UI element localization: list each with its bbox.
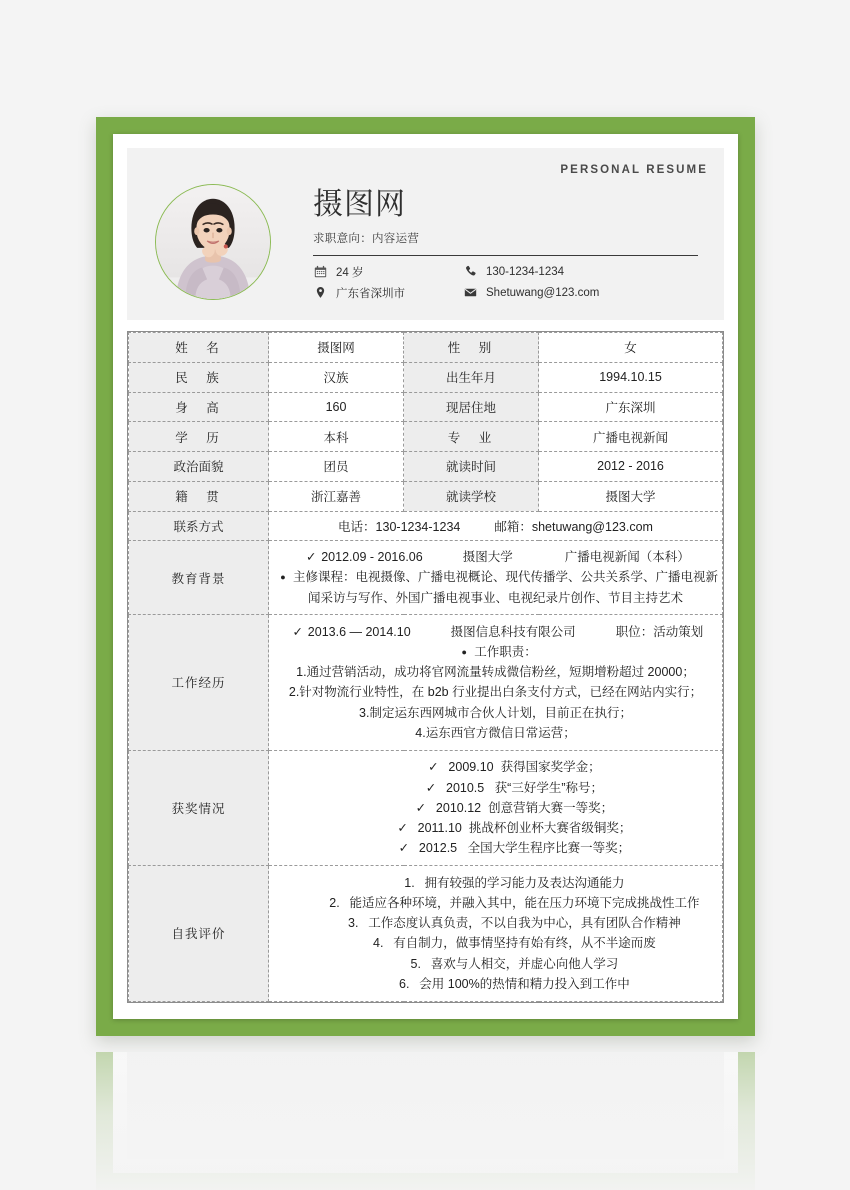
list-item <box>273 798 718 818</box>
header-text-block <box>313 188 708 301</box>
section-label-evaluation: 自我评价 <box>129 865 269 1001</box>
work-position: 职位：活动策划 <box>615 624 704 639</box>
list-number: 3. <box>348 916 359 931</box>
list-item <box>273 778 718 798</box>
list-item: 2.针对物流行业特性，在 b2b 行业提出白条支付方式，已经在网站内实行； <box>288 685 703 700</box>
resume-green-frame <box>96 117 755 1036</box>
table-row <box>129 392 723 422</box>
avatar-photo <box>156 185 270 299</box>
table-row <box>129 362 723 392</box>
education-courses-text: 主修课程：电视摄像、广播电视概论、现代传播学、公共关系学、广播电视新闻采访与写作、外国广播电视事业、电视纪录片创作、节目主持艺术 <box>293 570 719 605</box>
list-number: 4. <box>373 936 384 951</box>
field-value-name: 摄图网 <box>269 333 404 363</box>
list-item <box>273 818 718 838</box>
field-value-hometown: 浙江嘉善 <box>269 481 404 511</box>
list-item <box>273 873 718 893</box>
award-date: 2009.10 <box>448 760 494 775</box>
resume-table-container <box>127 331 724 1003</box>
resume-table <box>128 332 723 1002</box>
field-value-study-period: 2012 - 2016 <box>539 452 723 482</box>
field-value-contact <box>269 511 723 541</box>
resume-card <box>113 134 738 1019</box>
list-text: 能适应各种环境，并融入其中，能在压力环境下完成挑战性工作 <box>349 895 700 910</box>
education-courses <box>273 567 718 608</box>
field-label-hometown: 籍 贯 <box>129 481 269 511</box>
list-number: 6. <box>399 976 410 991</box>
field-value-gender: 女 <box>539 333 723 363</box>
field-label-residence: 现居住地 <box>404 392 539 422</box>
work-duties-label <box>273 642 718 662</box>
field-value-education-level: 本科 <box>269 422 404 452</box>
page-title: PERSONAL RESUME <box>560 164 708 176</box>
contact-list <box>313 264 698 301</box>
list-number: 5. <box>410 956 421 971</box>
field-label-major: 专 业 <box>404 422 539 452</box>
list-item <box>273 893 718 913</box>
award-date: 2010.5 <box>446 780 485 795</box>
list-text: 拥有较强的学习能力及表达沟通能力 <box>424 875 625 890</box>
list-item <box>273 757 718 777</box>
table-row-contact <box>129 511 723 541</box>
contact-phone <box>463 264 698 280</box>
bullet-icon: ● <box>280 572 286 583</box>
award-text: 全国大学生程序比赛一等奖； <box>467 841 631 856</box>
education-school: 摄图大学 <box>462 550 513 565</box>
contact-email <box>463 285 698 301</box>
check-icon: ✓ <box>305 550 317 565</box>
calendar-icon <box>313 265 327 279</box>
list-item <box>273 974 718 994</box>
field-label-study-period: 就读时间 <box>404 452 539 482</box>
check-icon: ✓ <box>292 624 304 639</box>
field-value-birthdate: 1994.10.15 <box>539 362 723 392</box>
contact-location <box>313 285 463 301</box>
location-pin-icon <box>313 286 327 300</box>
check-icon: ✓ <box>397 821 408 836</box>
list-text: 会用 100%的热情和精力投入到工作中 <box>419 976 630 991</box>
section-label-awards: 获奖情况 <box>129 750 269 865</box>
field-label-political-status: 政治面貌 <box>129 452 269 482</box>
header-divider <box>313 255 698 256</box>
contact-email-text: Shetuwang@123.com <box>486 286 600 299</box>
field-value-height: 160 <box>269 392 404 422</box>
field-label-education-level: 学 历 <box>129 422 269 452</box>
check-icon: ✓ <box>398 841 410 856</box>
list-text: 喜欢与人相交，并虚心向他人学习 <box>430 956 619 971</box>
section-body-work <box>269 614 723 750</box>
section-education <box>129 541 723 615</box>
list-item: 1.通过营销活动，成功将官网流量转成微信粉丝，短期增粉超过 20000； <box>296 665 695 680</box>
contact-row-email: 邮箱：shetuwang@123.com <box>494 519 653 534</box>
work-entry <box>273 622 718 642</box>
list-item <box>273 954 718 974</box>
field-label-school: 就读学校 <box>404 481 539 511</box>
contact-row-phone: 电话：130-1234-1234 <box>338 519 461 534</box>
list-text: 工作态度认真负责，不以自我为中心，具有团队合作精神 <box>368 916 681 931</box>
section-awards <box>129 750 723 865</box>
list-number: 2. <box>329 895 340 910</box>
field-label-birthdate: 出生年月 <box>404 362 539 392</box>
contact-age <box>313 264 463 280</box>
section-work <box>129 614 723 750</box>
section-label-education: 教育背景 <box>129 541 269 615</box>
field-value-political-status: 团员 <box>269 452 404 482</box>
list-number: 1. <box>404 875 415 890</box>
reflection-content <box>96 1052 755 1190</box>
table-row <box>129 333 723 363</box>
table-row <box>129 422 723 452</box>
resume-reflection <box>96 1052 755 1190</box>
list-item: 3.制定运东西网城市合伙人计划，目前正在执行； <box>359 705 632 720</box>
field-value-major: 广播电视新闻 <box>539 422 723 452</box>
field-value-ethnicity: 汉族 <box>269 362 404 392</box>
field-value-school: 摄图大学 <box>539 481 723 511</box>
section-evaluation <box>129 865 723 1001</box>
check-icon: ✓ <box>428 760 439 775</box>
award-text: 创意营销大赛一等奖； <box>488 800 614 815</box>
table-row <box>129 452 723 482</box>
envelope-icon <box>463 286 477 300</box>
award-text: 获“三好学生”称号； <box>494 780 603 795</box>
award-date: 2010.12 <box>435 800 482 815</box>
list-item <box>273 913 718 933</box>
work-duties-heading: 工作职责： <box>474 644 537 659</box>
check-icon: ✓ <box>425 780 437 795</box>
field-label-name: 姓 名 <box>129 333 269 363</box>
section-body-education <box>269 541 723 615</box>
list-item <box>273 933 718 953</box>
person-name: 摄图网 <box>313 188 406 221</box>
contact-location-text: 广东省深圳市 <box>336 287 405 300</box>
phone-icon <box>463 265 477 279</box>
field-label-gender: 性 别 <box>404 333 539 363</box>
award-date: 2012.5 <box>418 841 458 856</box>
contact-age-text: 24 岁 <box>336 266 364 279</box>
education-major: 广播电视新闻（本科） <box>564 550 690 565</box>
list-item <box>273 838 718 858</box>
job-objective: 求职意向：内容运营 <box>313 232 420 245</box>
check-icon: ✓ <box>415 800 427 815</box>
contact-phone-text: 130-1234-1234 <box>486 265 565 278</box>
avatar <box>155 184 271 300</box>
list-item: 4.运东西官方微信日常运营； <box>415 725 576 740</box>
resume-header <box>127 148 724 320</box>
section-body-awards <box>269 750 723 865</box>
field-label-ethnicity: 民 族 <box>129 362 269 392</box>
field-label-height: 身 高 <box>129 392 269 422</box>
education-period: 2012.09 - 2016.06 <box>321 550 423 565</box>
work-company: 摄图信息科技有限公司 <box>450 624 576 639</box>
award-text: 挑战杯创业杯大赛省级铜奖； <box>468 821 632 836</box>
work-period: 2013.6 — 2014.10 <box>307 624 411 639</box>
field-label-contact: 联系方式 <box>129 511 269 541</box>
table-row <box>129 481 723 511</box>
education-entry <box>273 547 718 567</box>
section-body-evaluation <box>269 865 723 1001</box>
resume-page <box>113 134 738 1019</box>
award-date: 2011.10 <box>417 821 462 836</box>
list-text: 有自制力，做事情坚持有始有终，从不半途而废 <box>393 936 656 951</box>
field-value-residence: 广东深圳 <box>539 392 723 422</box>
section-label-work: 工作经历 <box>129 614 269 750</box>
award-text: 获得国家奖学金； <box>500 760 601 775</box>
bullet-icon: ● <box>461 646 467 657</box>
